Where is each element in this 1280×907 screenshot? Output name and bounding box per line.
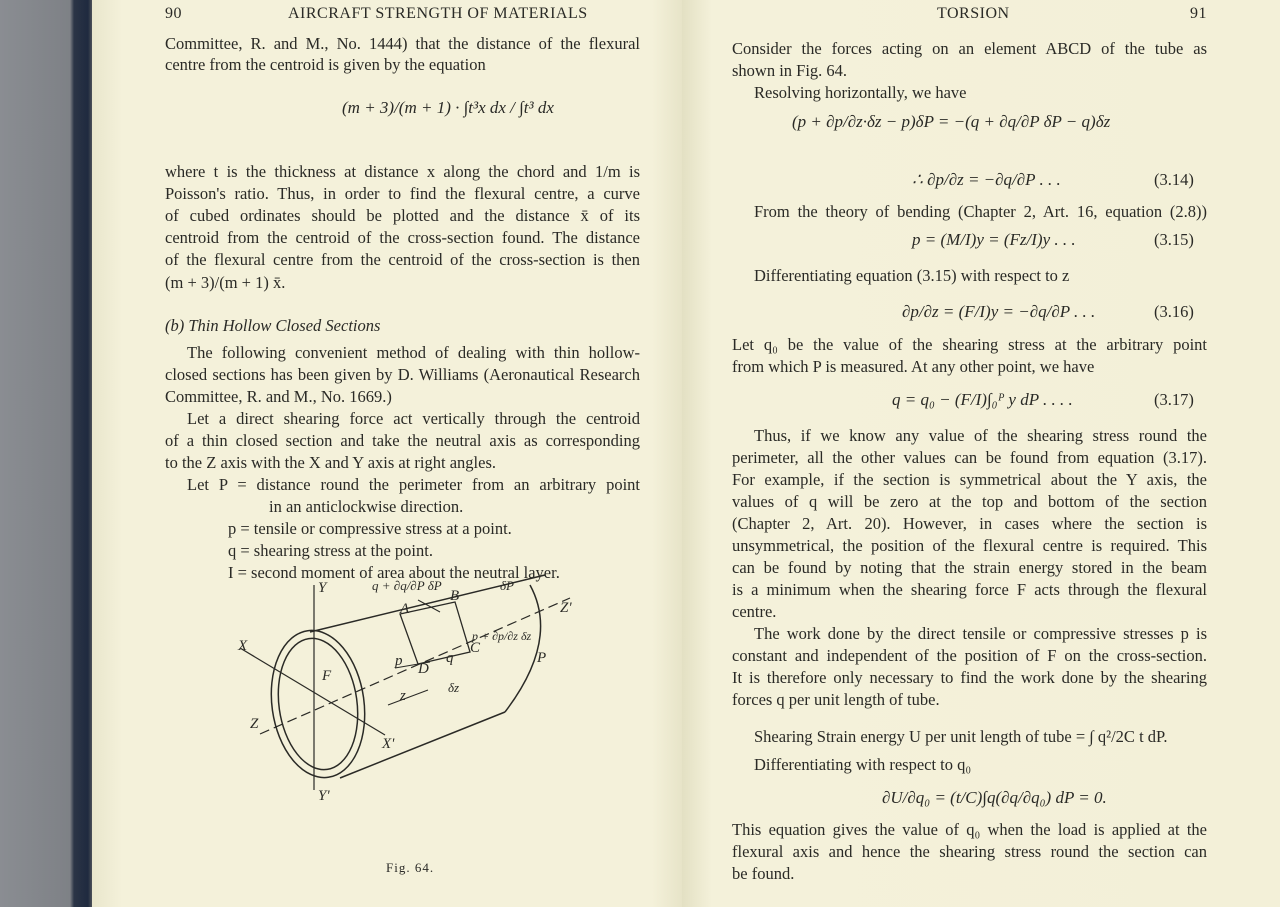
equation-number: (3.15) — [1154, 230, 1194, 249]
text-line: can be found by noting that the strain energy stored in the beam — [732, 558, 1207, 577]
text-line: where t is the thickness at distance x along the chord and 1/m is — [165, 162, 640, 181]
text-line: is a minimum when the shearing force F acts through the flexural — [732, 580, 1207, 599]
text-line: The following convenient method of dealing with thin hollow- — [187, 343, 640, 362]
text-line: Differentiating with respect to q₀ — [754, 755, 972, 774]
text-line: of the flexural centre from the centroid of the cross-section is then — [165, 250, 640, 269]
text-line: centre from the centroid is given by the equation — [165, 55, 486, 74]
figure-label-delta-p: δP — [500, 578, 514, 593]
text-line: unsymmetrical, the position of the flexural centre is required. This — [732, 536, 1207, 555]
text-line: Thus, if we know any value of the shearing stress round the — [754, 426, 1207, 445]
text-line: be found. — [732, 864, 795, 883]
text-line: values of q will be zero at the top and bottom of the section — [732, 492, 1207, 511]
text-line: Committee, R. and M., No. 1444) that the distance of the flexural — [165, 34, 640, 53]
text-line: (Chapter 2, Art. 20). However, in cases where the section is — [732, 514, 1207, 533]
text-line: from which P is measured. At any other point, we have — [732, 357, 1095, 376]
figure-label-f: F — [322, 668, 332, 684]
equation: ∴ ∂p/∂z = −∂q/∂P . . . — [912, 170, 1061, 189]
figure-label-b: B — [450, 588, 460, 604]
text-line: centroid from the centroid of the cross-section found. The distance — [165, 228, 640, 247]
right-page — [682, 0, 1280, 907]
text-line: Consider the forces acting on an element ABCD of the tube as — [732, 39, 1207, 58]
text-line: Shearing Strain energy U per unit length of tube = ∫ q²/2C t dP. — [754, 727, 1168, 746]
text-line: p = tensile or compressive stress at a point. — [228, 519, 512, 538]
equation: ∂U/∂q₀ = (t/C)∫q(∂q/∂q₀) dP = 0. — [882, 788, 1107, 807]
book-binding-edge — [0, 0, 92, 907]
equation-number: (3.17) — [1154, 390, 1194, 409]
text-line: (m + 3)/(m + 1) x̄. — [165, 273, 286, 292]
text-line: Differentiating equation (3.15) with respect to z — [754, 266, 1070, 285]
text-line: q = shearing stress at the point. — [228, 541, 433, 560]
text-line: to the Z axis with the X and Y axis at right angles. — [165, 453, 496, 472]
text-line: Resolving horizontally, we have — [754, 83, 967, 102]
text-line: From the theory of bending (Chapter 2, Art. 16, equation (2.8)) — [754, 202, 1207, 221]
text-line: shown in Fig. 64. — [732, 61, 848, 80]
text-line: closed sections has been given by D. Williams (Aeronautical Research — [165, 365, 640, 384]
figure-label-p-plus: p + ∂p/∂z δz — [472, 629, 532, 643]
text-line: centre. — [732, 602, 777, 621]
text-line: The work done by the direct tensile or compressive stresses p is — [754, 624, 1207, 643]
text-line: forces q per unit length of tube. — [732, 690, 940, 709]
figure-label-z-lower: z — [400, 688, 406, 704]
text-line: in an anticlockwise direction. — [269, 497, 464, 516]
text-line: I = second moment of area about the neutral layer. — [228, 563, 560, 582]
equation-flexural-centre: (m + 3)/(m + 1) · ∫t³x dx / ∫t³ dx — [342, 98, 554, 117]
equation: ∂p/∂z = (F/I)y = −∂q/∂P . . . — [902, 302, 1096, 321]
figure-label-y-prime: Y' — [318, 788, 330, 804]
text-line: Let q₀ be the value of the shearing stress at the arbitrary point — [732, 335, 1207, 354]
text-line: perimeter, all the other values can be found from equation (3.17). — [732, 448, 1207, 467]
figure-caption: Fig. 64. — [386, 860, 435, 875]
figure-label-delta-z: δz — [448, 680, 460, 695]
text-line: Committee, R. and M., No. 1669.) — [165, 387, 392, 406]
figure-label-c: C — [470, 640, 481, 656]
equation: (p + ∂p/∂z·δz − p)δP = −(q + ∂q/∂P δP − q)δz — [792, 112, 1111, 131]
figure-label-q-plus: q + ∂q/∂P δP — [372, 578, 442, 593]
figure-64-tube-diagram — [92, 570, 682, 890]
text-line: Let P = distance round the perimeter from an arbitrary point — [187, 475, 640, 494]
equation-number: (3.14) — [1154, 170, 1194, 189]
figure-label-a: A — [400, 601, 410, 617]
text-line: of cubed ordinates should be plotted and the distance x̄ of its — [165, 206, 640, 225]
figure-label-z: Z — [250, 716, 259, 732]
text-line: flexural axis and hence the shearing stress round the section can — [732, 842, 1207, 861]
text-line: For example, if the section is symmetrical about the Y axis, the — [732, 470, 1207, 489]
text-line: This equation gives the value of q₀ when the load is applied at the — [732, 820, 1207, 839]
text-line: It is therefore only necessary to find the work done by the shearing — [732, 668, 1207, 687]
figure-label-z-prime: Z' — [560, 600, 572, 616]
figure-label-x-prime: X' — [382, 736, 395, 752]
running-head: TORSION — [937, 5, 1010, 22]
equation-number: (3.16) — [1154, 302, 1194, 321]
text-line: Let a direct shearing force act vertically through the centroid — [187, 409, 640, 428]
text-line: of a thin closed section and take the neutral axis as corresponding — [165, 431, 640, 450]
figure-label-y: Y — [318, 580, 327, 596]
figure-label-q: q — [446, 650, 454, 666]
page-number: 91 — [1190, 5, 1207, 22]
figure-label-x: X — [238, 638, 248, 654]
page-number: 90 — [165, 5, 182, 22]
equation: q = q₀ − (F/I)∫₀ᴾ y dP . . . . — [892, 390, 1073, 409]
left-page — [92, 0, 682, 907]
figure-label-p-upper: P — [537, 650, 547, 666]
text-line: Poisson's ratio. Thus, in order to find the flexural centre, a curve — [165, 184, 640, 203]
text-line: constant and independent of the position of F on the cross-section. — [732, 646, 1207, 665]
equation: p = (M/I)y = (Fz/I)y . . . — [912, 230, 1076, 249]
running-head: AIRCRAFT STRENGTH OF MATERIALS — [288, 5, 588, 22]
figure-label-p: p — [395, 653, 403, 669]
section-heading: (b) Thin Hollow Closed Sections — [165, 316, 381, 335]
figure-label-d: D — [418, 661, 429, 677]
